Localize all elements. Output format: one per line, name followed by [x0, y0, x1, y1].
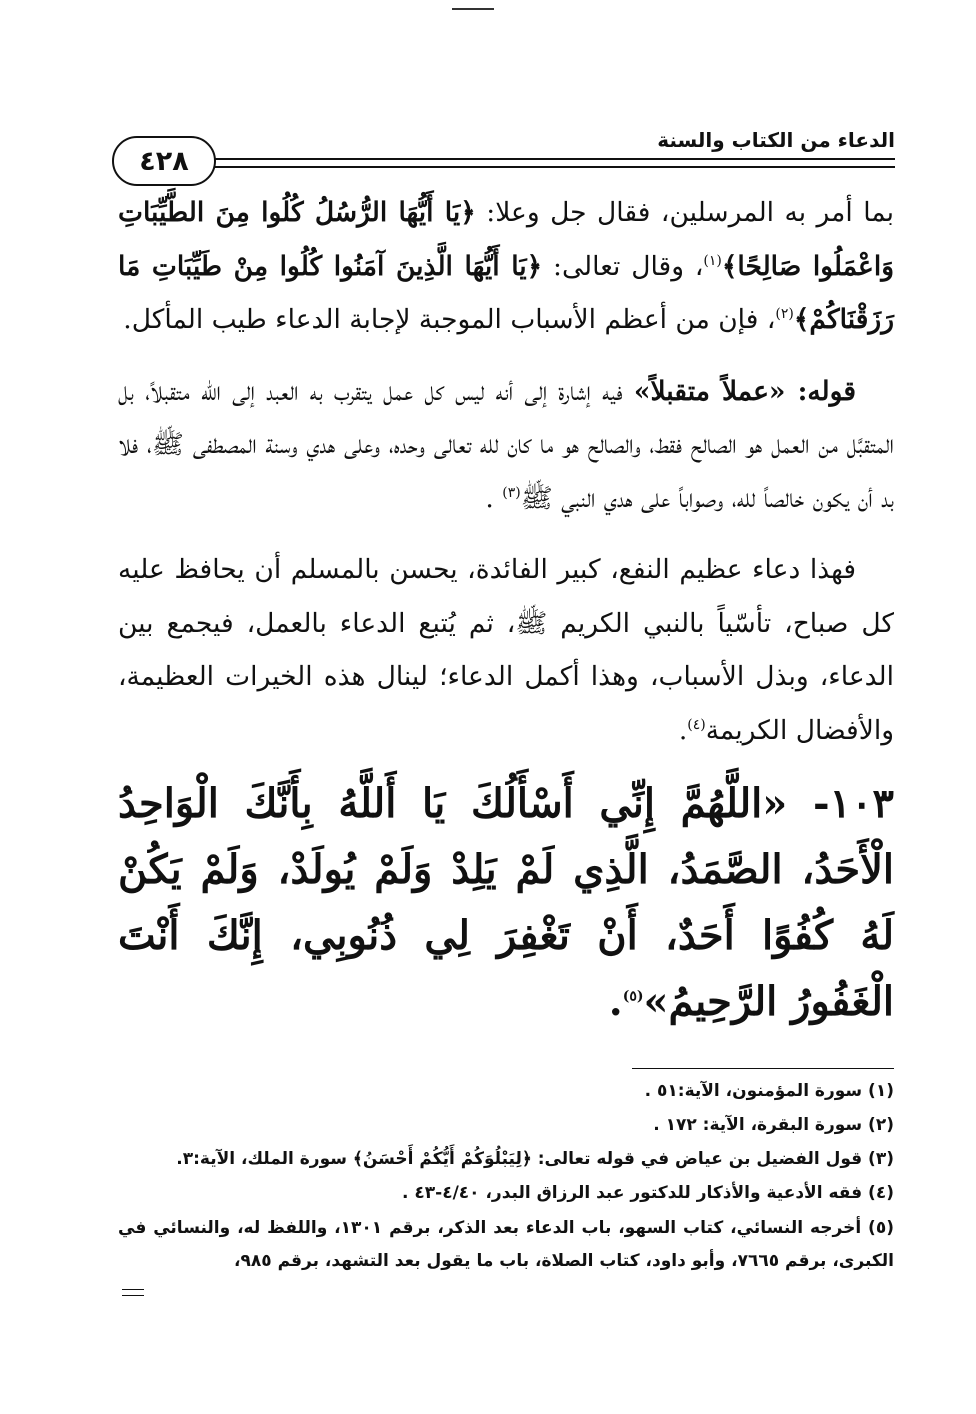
dua-end: . — [608, 978, 623, 1025]
p3-text-2: . — [678, 714, 688, 746]
p2-text-1: فيه إشارة إلى أنه ليس كل عمل يتقرب به العبد إلى الله متقبلاً، بل المتقبَّل من العمل هو الصالح فقط، والصالح هو ما كان لله تعالى وحده، وعلى هدي وسنة المصطفى ﷺ، فلا بد أن يكون خالصاً لله، وصواباً على هدي النبي ﷺ — [118, 375, 894, 514]
footnotes — [118, 1074, 894, 1278]
quran-verse-2: ﴿يَا أَيُّهَا الَّذِينَ آمَنُوا كُلُوا مِنْ طَيِّبَاتِ مَا رَزَقْنَاكُمْ﴾ — [118, 250, 894, 335]
p3-text-1: فهذا دعاء عظيم النفع، كبير الفائدة، يحسن بالمسلم أن يحافظ عليه كل صباح، تأسّياً بالنبي الكريم ﷺ، ثم يُتبع الدعاء بالعمل، فيجمع بين الدعاء، وبذل الأسباب، وهذا أكمل الدعاء؛ لينال هذه الخيرات العظيمة، والأفضال الكريمة — [118, 554, 894, 746]
p1-text-3: ، فإن من أعظم الأسباب الموجبة لإجابة الدعاء طيب المأكل. — [123, 304, 776, 335]
p1-text-2: ، وقال تعالى: — [542, 250, 704, 282]
p2-lead: قوله: «عملاً متقبلاً» — [633, 375, 856, 407]
dua-text: ١٠٣- «اللَّهُمَّ إِنِّي أَسْأَلُكَ يَا أَللَّهُ بِأَنَّكَ الْوَاحِدُ الْأَحَدُ، الصَّمَدُ، الَّذِي لَمْ يَلِدْ وَلَمْ يُولَدْ، وَلَمْ يَكُنْ لَهُ كُفُوًا أَحَدٌ، أَنْ تَغْفِرَ لِي ذُنُوبِي، إِنَّكَ أَنْتَ الْغَفُورُ الرَّحِيمُ» — [118, 780, 894, 1025]
paragraph-2 — [118, 365, 894, 526]
footnote-ref-2: (٢) — [775, 306, 794, 323]
dua-103 — [118, 771, 894, 1035]
footnote-4: (٤) فقه الأدعية والأذكار للدكتور عبد الرزاق البدر، ٤/٤٠-٤٣ . — [401, 1183, 894, 1203]
footnote-ref-1: (١) — [703, 252, 722, 269]
paragraph-3 — [118, 543, 894, 757]
top-mark — [452, 8, 494, 10]
footnote-separator — [632, 1068, 894, 1069]
footnote-5: (٥) أخرجه النسائي، كتاب السهو، باب الدعاء بعد الذكر، برقم ١٣٠١، واللفظ له، والنسائي في الكبرى، برقم ٧٦٦٥، وأبو داود، كتاب الصلاة، باب ما يقول بعد التشهد، برقم ٩٨٥، — [118, 1218, 894, 1271]
footnote-ref-5: (٥) — [622, 988, 644, 1005]
footnote-1: (١) سورة المؤمنون، الآية:٥١ . — [644, 1081, 894, 1101]
main-text — [118, 186, 894, 1035]
page-header — [112, 118, 895, 188]
quran-verse-1: ﴿يَا أَيُّهَا الرُّسُلُ كُلُوا مِنَ الطَّيِّبَاتِ وَاعْمَلُوا صَالِحًا﴾ — [118, 197, 894, 282]
paragraph-1 — [118, 186, 894, 347]
footnote-ref-3: (٣) — [502, 484, 521, 501]
p1-text-1: بما أمر به المرسلين، فقال جل وعلا: — [475, 197, 894, 228]
footnote-ref-4: (٤) — [687, 716, 706, 733]
footnote-3: (٣) قول الفضيل بن عياض في قوله تعالى: ﴿لِيَبْلُوَكُمْ أَيُّكُمْ أَحْسَنُ﴾ سورة الملك، الآية:٣. — [176, 1149, 894, 1169]
header-rule — [204, 158, 895, 168]
footnote-2: (٢) سورة البقرة، الآية: ١٧٢ . — [653, 1115, 894, 1135]
page-number: ٤٢٨ — [112, 136, 216, 186]
footnote-continuation-mark — [122, 1289, 144, 1296]
p2-text-2: . — [485, 482, 503, 514]
running-title: الدعاء من الكتاب والسنة — [657, 128, 895, 152]
